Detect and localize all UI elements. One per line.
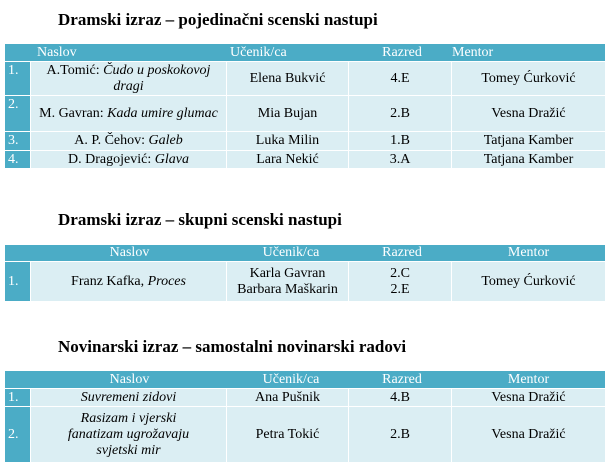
row-number: 2. [5,96,31,131]
row-number: 4. [5,151,31,168]
student-name: Barbara Maškarin [237,281,338,297]
student-name: Karla Gavran [249,265,326,281]
header-razred: Razred [382,44,422,60]
row-ucenik: Petra Tokić [227,407,349,462]
row-razred: 2.B [349,407,452,462]
header-mentor: Mentor [452,44,494,60]
row-naslov: Franz Kafka, Proces [31,262,227,301]
header-razred: Razred [382,371,422,387]
row-mentor: Tomey Ćurković [481,70,576,86]
row-razred: 2.B [349,96,452,131]
row-razred: 4.E [349,62,452,95]
header-razred: Razred [382,245,422,260]
row-number: 1. [5,262,31,301]
row-mentor: Vesna Dražić [491,426,566,442]
row-ucenik [227,262,349,301]
table-row [5,151,605,169]
row-naslov: A. P. Čehov: Galeb [31,132,227,150]
class-value: 2.C [390,265,410,281]
header-ucenik: Učenik/ca [262,371,320,387]
table-dramski-skupni [5,245,605,302]
row-number: 3. [5,132,31,150]
row-number: 1. [5,389,31,406]
header-mentor: Mentor [507,371,550,387]
table-header [5,245,605,262]
table-novinarski [5,371,605,463]
table-row [5,407,605,463]
row-razred: 1.B [349,132,452,150]
row-ucenik: Ana Pušnik [227,389,349,406]
header-mentor: Mentor [507,245,550,260]
row-number: 2. [5,407,31,462]
section-title-novinarski: Novinarski izraz – samostalni novinarski radovi [58,337,407,356]
class-value: 2.E [390,281,410,297]
table-dramski-pojedinacni [5,44,605,169]
row-razred [349,262,452,301]
row-mentor: Tatjana Kamber [483,133,574,148]
row-naslov: M. Gavran: Kada umire glumac [31,96,227,131]
header-ucenik: Učenik/ca [262,245,320,260]
row-mentor: Tomey Ćurković [481,273,576,289]
row-razred: 3.A [349,151,452,168]
row-ucenik: Elena Bukvić [227,62,349,95]
row-mentor: Vesna Dražić [491,105,566,121]
row-mentor: Tatjana Kamber [483,151,574,167]
table-row [5,262,605,302]
section-title-dramski-skupni: Dramski izraz – skupni scenski nastupi [58,210,342,229]
row-ucenik: Mia Bujan [227,96,349,131]
section-title-dramski-pojedinacni: Dramski izraz – pojedinačni scenski nastupi [58,10,378,29]
row-mentor: Vesna Dražić [491,389,566,405]
table-row [5,132,605,151]
row-naslov: Rasizam i vjerski fanatizam ugrožavaju svjetski mir [31,407,227,462]
table-header [5,371,605,389]
header-naslov: Naslov [109,245,150,260]
header-naslov: Naslov [109,371,150,387]
row-ucenik: Luka Milin [227,132,349,150]
table-header [5,44,605,62]
row-number: 1. [5,62,31,95]
row-naslov: A.Tomić: Čudo u poskokovoj dragi [31,62,227,95]
row-ucenik: Lara Nekić [227,151,349,168]
row-naslov: Suvremeni zidovi [31,389,227,406]
row-naslov: D. Dragojević: Glava [31,151,227,168]
header-ucenik: Učenik/ca [230,44,287,60]
row-razred: 4.B [349,389,452,406]
table-row [5,62,605,96]
header-naslov: Naslov [37,44,77,60]
table-row [5,96,605,132]
table-row [5,389,605,407]
